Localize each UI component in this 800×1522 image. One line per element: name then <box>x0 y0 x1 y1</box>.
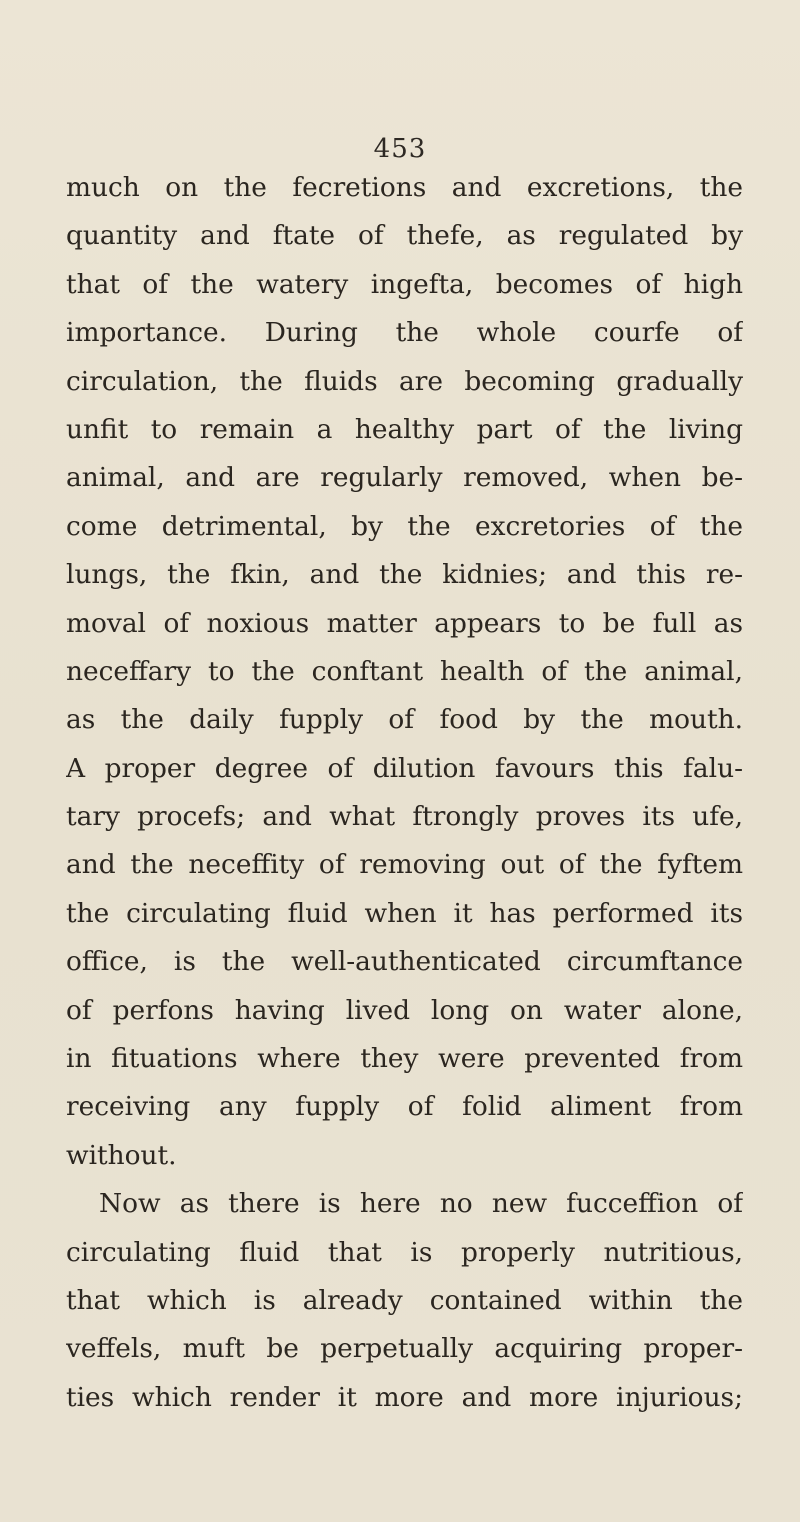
text-line: office, is the well-authenticated circumftance <box>66 946 743 978</box>
text-line: circulating fluid that is properly nutritious, <box>66 1236 743 1268</box>
text-line: veffels, muft be perpetually acquiring proper- <box>66 1333 743 1365</box>
text-line: of perfons having lived long on water alone, <box>66 994 743 1026</box>
text-line: in fituations where they were prevented from <box>66 1043 743 1075</box>
text-line: tary procefs; and what ftrongly proves its ufe, <box>66 801 743 833</box>
text-line: unfit to remain a healthy part of the living <box>66 413 743 445</box>
text-line: as the daily fupply of food by the mouth. <box>66 704 743 736</box>
text-line: moval of noxious matter appears to be full as <box>66 607 743 639</box>
text-line: the circulating fluid when it has performed its <box>66 897 743 929</box>
page-number: 453 <box>373 134 427 164</box>
text-line: that which is already contained within the <box>66 1284 743 1316</box>
text-line: importance. During the whole courfe of <box>66 317 743 349</box>
text-line: that of the watery ingefta, becomes of high <box>66 268 743 300</box>
text-line: animal, and are regularly removed, when be- <box>66 462 743 494</box>
text-line: neceffary to the conftant health of the animal, <box>66 655 743 687</box>
text-line: quantity and ftate of thefe, as regulated by <box>66 220 743 252</box>
body-text <box>66 164 743 1422</box>
text-line: ties which render it more and more injurious; <box>66 1381 743 1413</box>
paragraph-start-line: Now as there is here no new fucceffion of <box>99 1188 743 1220</box>
text-line: and the neceffity of removing out of the fyftem <box>66 849 743 881</box>
text-line: circulation, the fluids are becoming gradually <box>66 365 743 397</box>
text-line: much on the fecretions and excretions, the <box>66 172 743 203</box>
paragraph-end-line: without. <box>66 1139 177 1171</box>
text-line: A proper degree of dilution favours this falu- <box>66 752 743 784</box>
text-line: come detrimental, by the excretories of the <box>66 510 743 542</box>
text-line: lungs, the fkin, and the kidnies; and this re- <box>66 559 743 591</box>
text-line: receiving any fupply of folid aliment from <box>66 1091 743 1123</box>
